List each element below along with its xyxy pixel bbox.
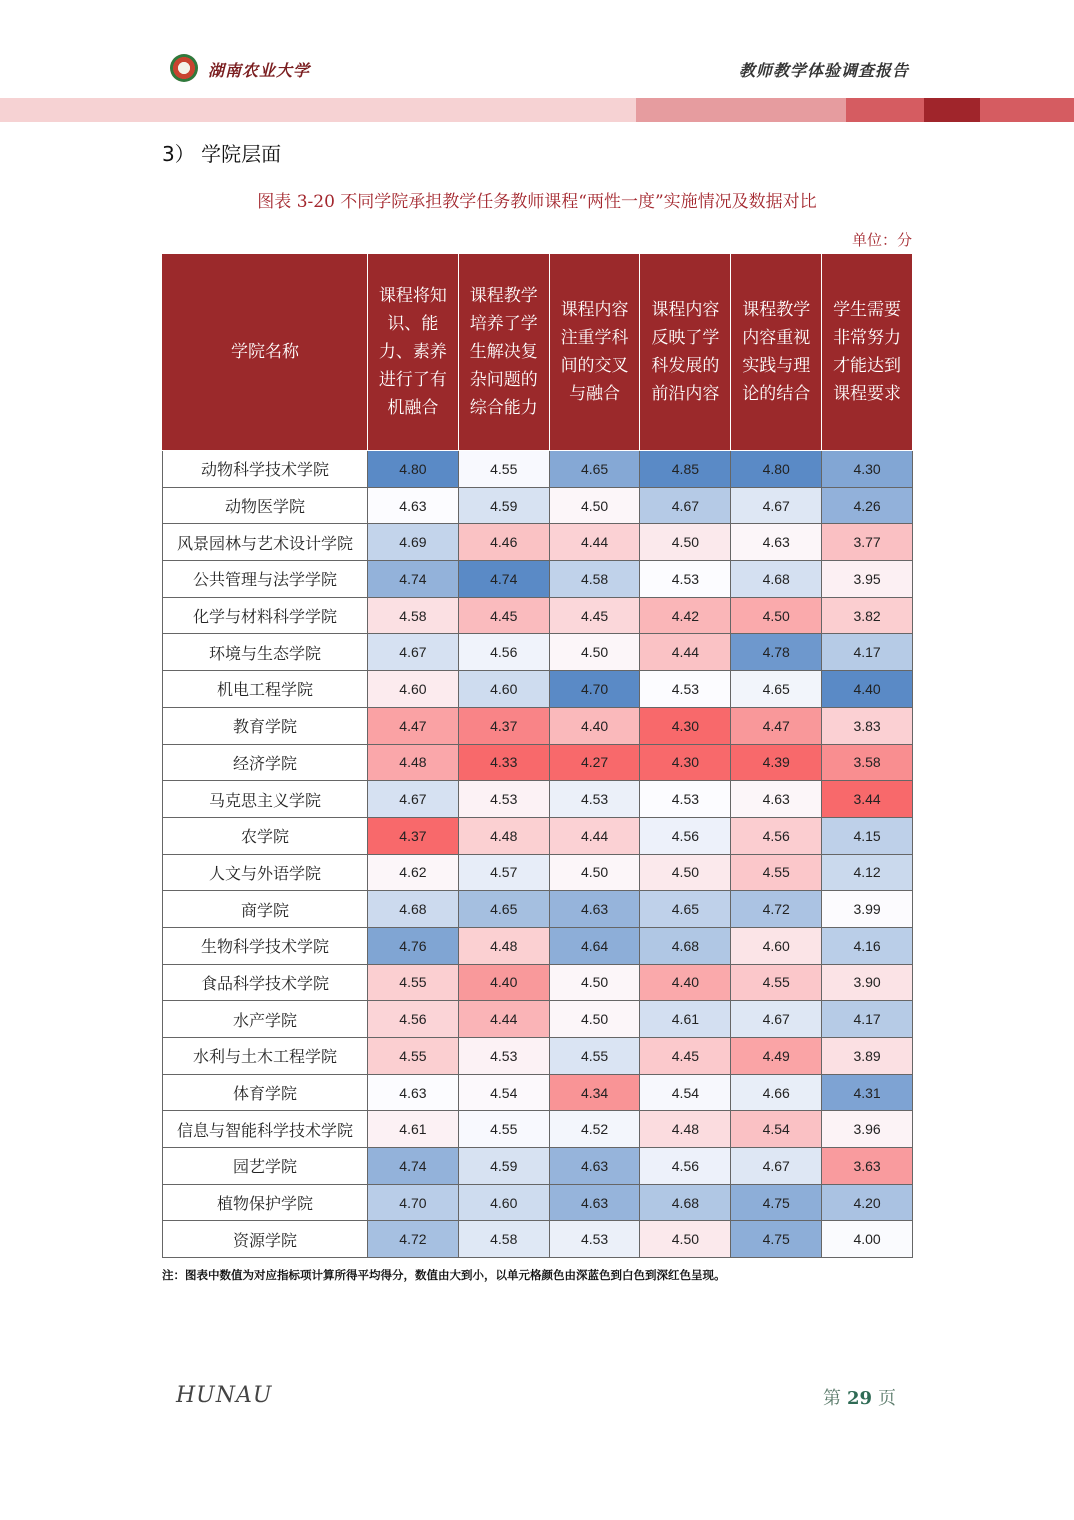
score-cell: 4.53 — [458, 781, 549, 818]
column-header: 课程内容反映了学科发展的前沿内容 — [640, 254, 731, 451]
score-cell: 4.60 — [458, 1184, 549, 1221]
score-cell: 4.31 — [822, 1074, 913, 1111]
table-row — [163, 561, 913, 598]
score-cell: 4.20 — [822, 1184, 913, 1221]
score-cell: 4.40 — [549, 707, 640, 744]
score-cell: 4.65 — [458, 891, 549, 928]
score-cell: 4.50 — [640, 1221, 731, 1258]
table-row — [163, 744, 913, 781]
score-cell: 4.59 — [458, 487, 549, 524]
score-cell: 4.69 — [368, 524, 459, 561]
score-cell: 4.70 — [368, 1184, 459, 1221]
score-cell: 4.47 — [731, 707, 822, 744]
score-cell: 4.68 — [368, 891, 459, 928]
score-cell: 4.68 — [640, 1184, 731, 1221]
column-header: 课程内容注重学科间的交叉与融合 — [549, 254, 640, 451]
score-cell: 4.52 — [549, 1111, 640, 1148]
score-cell: 4.30 — [822, 451, 913, 488]
score-cell: 4.66 — [731, 1074, 822, 1111]
college-name: 公共管理与法学学院 — [163, 561, 368, 598]
college-name: 动物科学技术学院 — [163, 451, 368, 488]
column-header: 课程将知识、能力、素养进行了有机融合 — [368, 254, 459, 451]
score-cell: 4.60 — [458, 671, 549, 708]
score-cell: 4.12 — [822, 854, 913, 891]
score-cell: 4.56 — [731, 817, 822, 854]
score-cell: 4.85 — [640, 451, 731, 488]
score-cell: 4.49 — [731, 1038, 822, 1075]
score-cell: 4.63 — [549, 1148, 640, 1185]
column-header-college: 学院名称 — [163, 254, 368, 451]
university-name: 湖南农业大学 — [208, 61, 311, 80]
score-cell: 4.80 — [368, 451, 459, 488]
score-cell: 4.60 — [368, 671, 459, 708]
score-cell: 4.70 — [549, 671, 640, 708]
university-logo-icon — [170, 54, 198, 82]
table-note: 注：图表中数值为对应指标项计算所得平均得分，数值由大到小，以单元格颜色由深蓝色到白色到深红色呈现。 — [162, 1268, 726, 1282]
score-cell: 4.50 — [731, 597, 822, 634]
score-cell: 4.46 — [458, 524, 549, 561]
header-band-end — [980, 98, 1074, 122]
score-cell: 4.56 — [640, 817, 731, 854]
college-name: 人文与外语学院 — [163, 854, 368, 891]
score-cell: 4.55 — [458, 1111, 549, 1148]
score-cell: 4.40 — [640, 964, 731, 1001]
score-cell: 4.50 — [549, 487, 640, 524]
score-cell: 4.37 — [458, 707, 549, 744]
score-cell: 4.17 — [822, 1001, 913, 1038]
score-cell: 4.55 — [368, 1038, 459, 1075]
score-cell: 4.58 — [458, 1221, 549, 1258]
table-row — [163, 927, 913, 964]
score-cell: 4.40 — [458, 964, 549, 1001]
college-name: 风景园林与艺术设计学院 — [163, 524, 368, 561]
score-cell: 3.90 — [822, 964, 913, 1001]
college-name: 经济学院 — [163, 744, 368, 781]
table-row — [163, 1001, 913, 1038]
score-cell: 4.50 — [640, 854, 731, 891]
score-cell: 4.50 — [640, 524, 731, 561]
score-cell: 4.45 — [458, 597, 549, 634]
table-row — [163, 707, 913, 744]
score-cell: 3.44 — [822, 781, 913, 818]
score-cell: 4.75 — [731, 1221, 822, 1258]
college-name: 水利与土木工程学院 — [163, 1038, 368, 1075]
score-cell: 4.65 — [549, 451, 640, 488]
score-cell: 3.83 — [822, 707, 913, 744]
college-name: 化学与材料科学学院 — [163, 597, 368, 634]
table-row — [163, 634, 913, 671]
heatmap-table — [162, 253, 913, 1258]
score-cell: 4.37 — [368, 817, 459, 854]
score-cell: 4.61 — [368, 1111, 459, 1148]
score-cell: 4.34 — [549, 1074, 640, 1111]
score-cell: 4.42 — [640, 597, 731, 634]
score-cell: 4.74 — [368, 1148, 459, 1185]
score-cell: 4.00 — [822, 1221, 913, 1258]
score-cell: 4.59 — [458, 1148, 549, 1185]
score-cell: 4.67 — [640, 487, 731, 524]
score-cell: 4.40 — [822, 671, 913, 708]
score-cell: 4.74 — [368, 561, 459, 598]
table-row — [163, 671, 913, 708]
score-cell: 4.15 — [822, 817, 913, 854]
score-cell: 4.55 — [731, 964, 822, 1001]
score-cell: 4.63 — [368, 1074, 459, 1111]
table-body — [163, 451, 913, 1258]
footer-logo-text: HUNAU — [176, 1383, 273, 1408]
score-cell: 4.54 — [731, 1111, 822, 1148]
table-row — [163, 891, 913, 928]
score-cell: 3.89 — [822, 1038, 913, 1075]
college-name: 食品科学技术学院 — [163, 964, 368, 1001]
college-name: 动物医学院 — [163, 487, 368, 524]
score-cell: 4.65 — [640, 891, 731, 928]
score-cell: 4.56 — [458, 634, 549, 671]
score-cell: 4.45 — [549, 597, 640, 634]
score-cell: 4.63 — [368, 487, 459, 524]
score-cell: 4.30 — [640, 707, 731, 744]
score-cell: 4.60 — [731, 927, 822, 964]
college-name: 生物科学技术学院 — [163, 927, 368, 964]
table-row — [163, 487, 913, 524]
score-cell: 4.63 — [731, 524, 822, 561]
score-cell: 4.67 — [731, 1148, 822, 1185]
score-cell: 4.62 — [368, 854, 459, 891]
score-cell: 4.53 — [640, 781, 731, 818]
score-cell: 4.50 — [549, 964, 640, 1001]
score-cell: 4.68 — [640, 927, 731, 964]
score-cell: 4.64 — [549, 927, 640, 964]
score-cell: 4.67 — [368, 781, 459, 818]
table-row — [163, 1074, 913, 1111]
score-cell: 4.16 — [822, 927, 913, 964]
table-row — [163, 1038, 913, 1075]
score-cell: 4.67 — [731, 1001, 822, 1038]
score-cell: 4.55 — [731, 854, 822, 891]
college-name: 资源学院 — [163, 1221, 368, 1258]
college-name: 机电工程学院 — [163, 671, 368, 708]
score-cell: 4.44 — [640, 634, 731, 671]
column-header: 课程教学内容重视实践与理论的结合 — [731, 254, 822, 451]
score-cell: 4.50 — [549, 1001, 640, 1038]
college-name: 农学院 — [163, 817, 368, 854]
score-cell: 4.53 — [549, 1221, 640, 1258]
score-cell: 3.82 — [822, 597, 913, 634]
college-name: 教育学院 — [163, 707, 368, 744]
score-cell: 4.54 — [640, 1074, 731, 1111]
header-band-strong — [846, 98, 924, 122]
college-name: 水产学院 — [163, 1001, 368, 1038]
header-band-mid — [636, 98, 846, 122]
score-cell: 4.63 — [549, 1184, 640, 1221]
table-header-row — [163, 254, 913, 451]
score-cell: 4.56 — [640, 1148, 731, 1185]
table-row — [163, 1221, 913, 1258]
table-row — [163, 524, 913, 561]
score-cell: 4.26 — [822, 487, 913, 524]
score-cell: 4.72 — [731, 891, 822, 928]
table-row — [163, 964, 913, 1001]
page-suffix: 页 — [878, 1388, 896, 1409]
college-name: 体育学院 — [163, 1074, 368, 1111]
score-cell: 4.57 — [458, 854, 549, 891]
score-cell: 4.78 — [731, 634, 822, 671]
table-row — [163, 1184, 913, 1221]
report-title: 教师教学体验调查报告 — [738, 61, 909, 80]
college-name: 园艺学院 — [163, 1148, 368, 1185]
table-row — [163, 854, 913, 891]
score-cell: 4.48 — [458, 927, 549, 964]
page-header — [0, 0, 1074, 126]
score-cell: 4.30 — [640, 744, 731, 781]
score-cell: 4.17 — [822, 634, 913, 671]
table-row — [163, 451, 913, 488]
score-cell: 4.44 — [549, 524, 640, 561]
score-cell: 4.44 — [549, 817, 640, 854]
score-cell: 4.48 — [640, 1111, 731, 1148]
page-number — [823, 1384, 896, 1410]
score-cell: 4.63 — [731, 781, 822, 818]
score-cell: 4.68 — [731, 561, 822, 598]
score-cell: 4.44 — [458, 1001, 549, 1038]
score-cell: 4.72 — [368, 1221, 459, 1258]
score-cell: 3.63 — [822, 1148, 913, 1185]
column-header: 课程教学培养了学生解决复杂问题的综合能力 — [458, 254, 549, 451]
score-cell: 3.58 — [822, 744, 913, 781]
score-cell: 4.55 — [549, 1038, 640, 1075]
score-cell: 4.39 — [731, 744, 822, 781]
header-band-dark — [924, 98, 980, 122]
score-cell: 3.99 — [822, 891, 913, 928]
score-cell: 4.75 — [731, 1184, 822, 1221]
score-cell: 3.77 — [822, 524, 913, 561]
score-cell: 3.95 — [822, 561, 913, 598]
score-cell: 4.54 — [458, 1074, 549, 1111]
college-name: 商学院 — [163, 891, 368, 928]
score-cell: 4.74 — [458, 561, 549, 598]
score-cell: 4.47 — [368, 707, 459, 744]
score-cell: 4.53 — [640, 671, 731, 708]
score-cell: 4.61 — [640, 1001, 731, 1038]
score-cell: 4.53 — [458, 1038, 549, 1075]
score-cell: 4.67 — [368, 634, 459, 671]
score-cell: 4.33 — [458, 744, 549, 781]
table-row — [163, 817, 913, 854]
figure-caption: 图表 3-20 不同学院承担教学任务教师课程“两性一度”实施情况及数据对比 — [257, 192, 817, 212]
score-cell: 4.56 — [368, 1001, 459, 1038]
header-band-light — [0, 98, 636, 122]
score-cell: 4.58 — [549, 561, 640, 598]
score-cell: 4.48 — [368, 744, 459, 781]
score-cell: 4.65 — [731, 671, 822, 708]
score-cell: 4.50 — [549, 854, 640, 891]
page-number-value: 29 — [846, 1388, 872, 1409]
section-title: 3） 学院层面 — [162, 142, 282, 166]
table-row — [163, 781, 913, 818]
score-cell: 4.76 — [368, 927, 459, 964]
score-cell: 4.67 — [731, 487, 822, 524]
college-name: 马克思主义学院 — [163, 781, 368, 818]
score-cell: 4.45 — [640, 1038, 731, 1075]
score-cell: 4.55 — [458, 451, 549, 488]
score-cell: 4.80 — [731, 451, 822, 488]
table-row — [163, 1111, 913, 1148]
college-name: 信息与智能科学技术学院 — [163, 1111, 368, 1148]
unit-label: 单位：分 — [851, 231, 912, 249]
score-cell: 3.96 — [822, 1111, 913, 1148]
score-cell: 4.50 — [549, 634, 640, 671]
score-cell: 4.63 — [549, 891, 640, 928]
score-cell: 4.58 — [368, 597, 459, 634]
college-name: 植物保护学院 — [163, 1184, 368, 1221]
table-row — [163, 597, 913, 634]
column-header: 学生需要非常努力才能达到课程要求 — [822, 254, 913, 451]
page-prefix: 第 — [822, 1388, 841, 1409]
score-cell: 4.55 — [368, 964, 459, 1001]
score-cell: 4.53 — [640, 561, 731, 598]
score-cell: 4.27 — [549, 744, 640, 781]
score-cell: 4.53 — [549, 781, 640, 818]
college-name: 环境与生态学院 — [163, 634, 368, 671]
score-cell: 4.48 — [458, 817, 549, 854]
table-row — [163, 1148, 913, 1185]
